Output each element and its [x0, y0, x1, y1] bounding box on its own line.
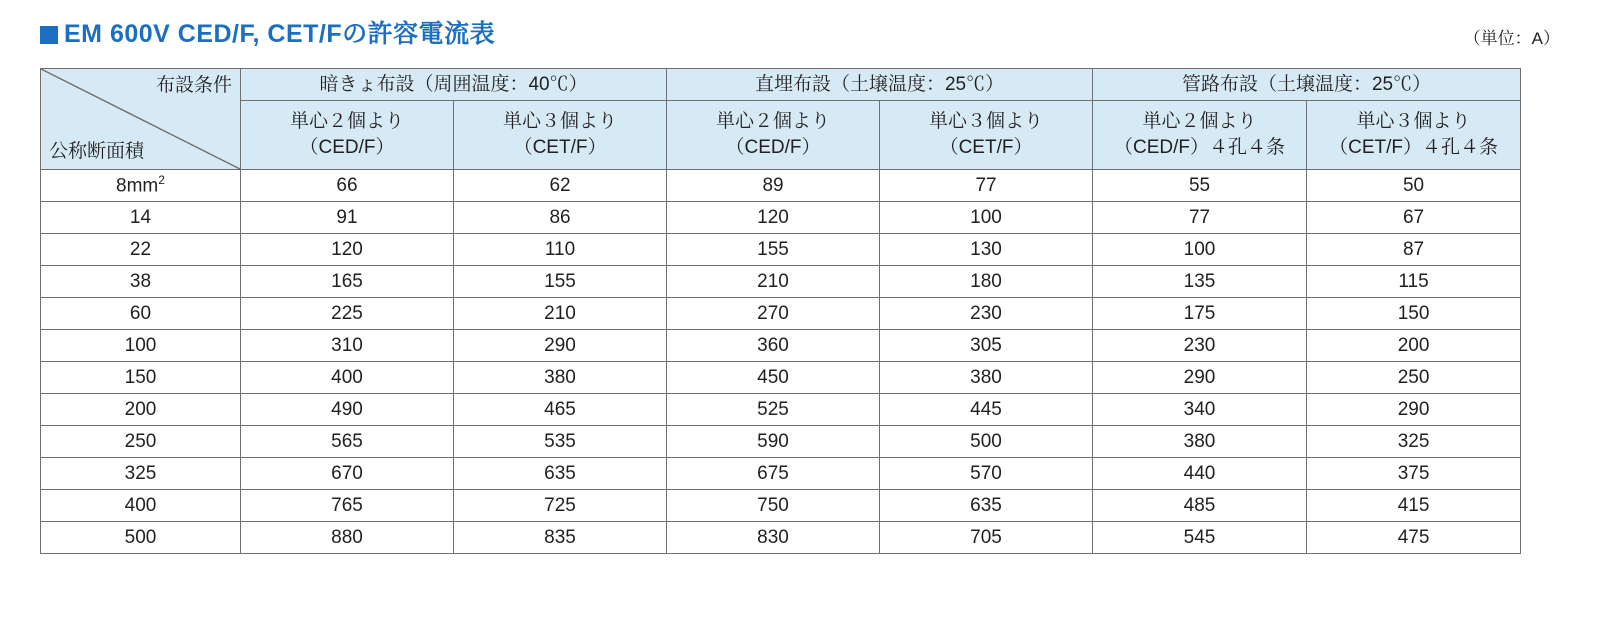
- unit-note: （単位：A）: [1463, 28, 1560, 48]
- cell-ampacity: 325: [1307, 426, 1521, 458]
- table-body: [41, 170, 1521, 554]
- table-row: [41, 458, 1521, 490]
- cell-nominal-area: 250: [41, 426, 241, 458]
- cell-ampacity: 310: [241, 330, 454, 362]
- subheader-cell-1: [241, 101, 454, 170]
- cell-ampacity: 100: [880, 202, 1093, 234]
- cell-ampacity: 155: [454, 266, 667, 298]
- cell-ampacity: 115: [1307, 266, 1521, 298]
- cell-ampacity: 830: [667, 522, 880, 554]
- cell-ampacity: 440: [1093, 458, 1307, 490]
- cell-ampacity: 290: [1307, 394, 1521, 426]
- square-bullet-icon: [40, 26, 58, 44]
- cell-nominal-area: 100: [41, 330, 241, 362]
- subheader-line2: （CED/F）: [725, 137, 821, 158]
- cell-ampacity: 340: [1093, 394, 1307, 426]
- cell-ampacity: 120: [241, 234, 454, 266]
- cell-ampacity: 535: [454, 426, 667, 458]
- cell-nominal-area: 500: [41, 522, 241, 554]
- cell-nominal-area: 60: [41, 298, 241, 330]
- cell-ampacity: 635: [454, 458, 667, 490]
- subheader-line1: 単心２個より: [716, 111, 831, 133]
- table-row: [41, 426, 1521, 458]
- cell-ampacity: 450: [667, 362, 880, 394]
- page-title: EM 600V CED/F, CET/Fの許容電流表: [64, 20, 496, 48]
- cell-nominal-area: 325: [41, 458, 241, 490]
- cell-ampacity: 77: [1093, 202, 1307, 234]
- cell-ampacity: 500: [880, 426, 1093, 458]
- cell-ampacity: 175: [1093, 298, 1307, 330]
- cell-nominal-area: 22: [41, 234, 241, 266]
- cell-ampacity: 155: [667, 234, 880, 266]
- subheader-line1: 単心３個より: [1356, 111, 1471, 133]
- cell-ampacity: 200: [1307, 330, 1521, 362]
- table-subheader-row: [41, 101, 1521, 170]
- subheader-cell-3: [667, 101, 880, 170]
- cell-ampacity: 670: [241, 458, 454, 490]
- cell-ampacity: 380: [1093, 426, 1307, 458]
- cell-ampacity: 67: [1307, 202, 1521, 234]
- cell-ampacity: 91: [241, 202, 454, 234]
- ampacity-table: [40, 68, 1521, 554]
- cell-ampacity: 485: [1093, 490, 1307, 522]
- cell-ampacity: 165: [241, 266, 454, 298]
- cell-ampacity: 50: [1307, 170, 1521, 202]
- subheader-cell-2: [454, 101, 667, 170]
- cell-ampacity: 210: [667, 266, 880, 298]
- cell-ampacity: 230: [1093, 330, 1307, 362]
- subheader-line1: 単心２個より: [289, 111, 404, 133]
- subheader-line2: （CET/F）: [939, 137, 1033, 158]
- cell-ampacity: 590: [667, 426, 880, 458]
- cell-ampacity: 415: [1307, 490, 1521, 522]
- table-row: [41, 362, 1521, 394]
- subheader-line1: 単心２個より: [1142, 111, 1257, 133]
- cell-ampacity: 380: [454, 362, 667, 394]
- cell-ampacity: 445: [880, 394, 1093, 426]
- cell-ampacity: 86: [454, 202, 667, 234]
- cell-ampacity: 375: [1307, 458, 1521, 490]
- cell-ampacity: 290: [1093, 362, 1307, 394]
- cell-ampacity: 66: [241, 170, 454, 202]
- group-header-1: 暗きょ布設（周囲温度：40℃）: [241, 69, 667, 101]
- cell-nominal-area: 14: [41, 202, 241, 234]
- cell-nominal-area: $8mm^2$: [41, 170, 241, 202]
- table-row: [41, 298, 1521, 330]
- cell-nominal-area: 150: [41, 362, 241, 394]
- cell-ampacity: 55: [1093, 170, 1307, 202]
- subheader-line1: 単心３個より: [503, 111, 618, 133]
- subheader-line1: 単心３個より: [929, 111, 1044, 133]
- cell-ampacity: 270: [667, 298, 880, 330]
- cell-ampacity: 77: [880, 170, 1093, 202]
- cell-ampacity: 130: [880, 234, 1093, 266]
- cell-ampacity: 835: [454, 522, 667, 554]
- cell-ampacity: 150: [1307, 298, 1521, 330]
- group-header-2: 直埋布設（土壌温度：25℃）: [667, 69, 1093, 101]
- subheader-line2: （CED/F）: [299, 137, 395, 158]
- cell-ampacity: 750: [667, 490, 880, 522]
- cell-ampacity: 305: [880, 330, 1093, 362]
- corner-header-cell: [41, 69, 241, 170]
- cell-ampacity: 725: [454, 490, 667, 522]
- subheader-line2: （CED/F）４孔４条: [1114, 137, 1286, 158]
- cell-ampacity: 135: [1093, 266, 1307, 298]
- table-row: [41, 394, 1521, 426]
- table-row: [41, 522, 1521, 554]
- cell-ampacity: 210: [454, 298, 667, 330]
- group-header-3: 管路布設（土壌温度：25℃）: [1093, 69, 1521, 101]
- cell-ampacity: 180: [880, 266, 1093, 298]
- cell-ampacity: 380: [880, 362, 1093, 394]
- cell-ampacity: 525: [667, 394, 880, 426]
- cell-ampacity: 880: [241, 522, 454, 554]
- cell-ampacity: 230: [880, 298, 1093, 330]
- cell-ampacity: 705: [880, 522, 1093, 554]
- table-row: [41, 202, 1521, 234]
- subheader-cell-6: [1307, 101, 1521, 170]
- subheader-cell-4: [880, 101, 1093, 170]
- table-row: [41, 330, 1521, 362]
- cell-ampacity: 120: [667, 202, 880, 234]
- cell-ampacity: 87: [1307, 234, 1521, 266]
- cell-ampacity: 675: [667, 458, 880, 490]
- table-head: [41, 69, 1521, 170]
- cell-ampacity: 465: [454, 394, 667, 426]
- cell-ampacity: 100: [1093, 234, 1307, 266]
- subheader-cell-5: [1093, 101, 1307, 170]
- cell-ampacity: 62: [454, 170, 667, 202]
- cell-ampacity: 250: [1307, 362, 1521, 394]
- table-row: [41, 266, 1521, 298]
- cell-ampacity: 360: [667, 330, 880, 362]
- page-title-group: [40, 22, 495, 47]
- cell-ampacity: 545: [1093, 522, 1307, 554]
- cell-nominal-area: 200: [41, 394, 241, 426]
- table-group-header-row: [41, 69, 1521, 101]
- cell-nominal-area: 400: [41, 490, 241, 522]
- table-row: [41, 234, 1521, 266]
- cell-ampacity: 110: [454, 234, 667, 266]
- table-row: [41, 490, 1521, 522]
- area-label: 公称断面積: [49, 141, 145, 163]
- cell-ampacity: 565: [241, 426, 454, 458]
- subheader-line2: （CET/F）４孔４条: [1329, 137, 1498, 158]
- cell-ampacity: 490: [241, 394, 454, 426]
- subheader-line2: （CET/F）: [513, 137, 607, 158]
- page-header: [40, 22, 1560, 49]
- cell-ampacity: 400: [241, 362, 454, 394]
- cell-ampacity: 225: [241, 298, 454, 330]
- cell-ampacity: 290: [454, 330, 667, 362]
- table-row: [41, 170, 1521, 202]
- cell-ampacity: 765: [241, 490, 454, 522]
- cell-ampacity: 635: [880, 490, 1093, 522]
- cell-ampacity: 475: [1307, 522, 1521, 554]
- cell-ampacity: 570: [880, 458, 1093, 490]
- cell-ampacity: 89: [667, 170, 880, 202]
- cell-nominal-area: 38: [41, 266, 241, 298]
- condition-label: 布設条件: [155, 75, 232, 96]
